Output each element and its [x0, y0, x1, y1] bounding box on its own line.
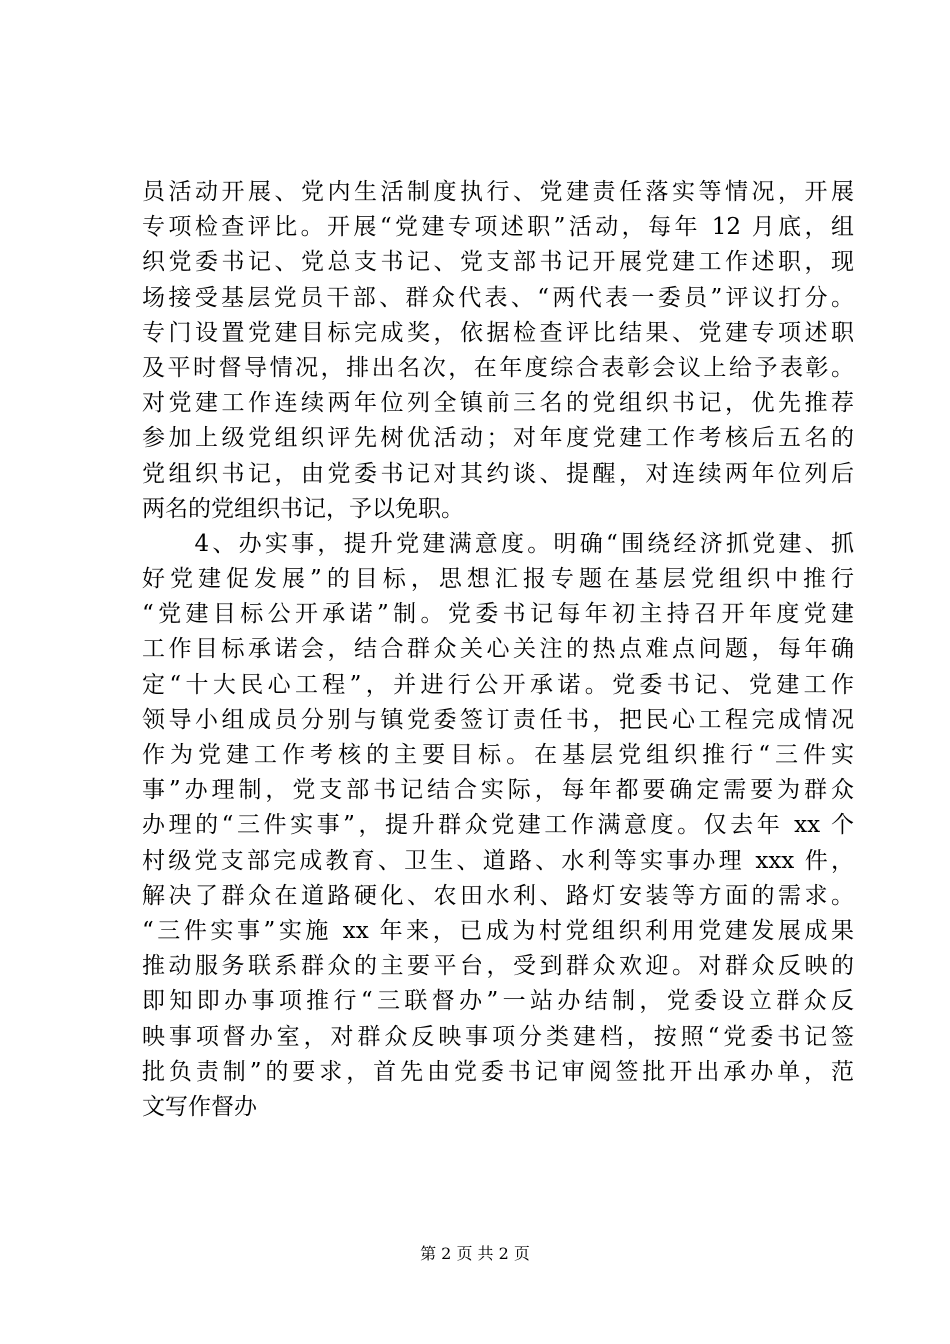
text-line: 办理的“三件实事”，提升群众党建工作满意度。仅去年 xx 个 — [142, 812, 854, 839]
text-line: 4、办实事，提升党建满意度。明确“围绕经济抓党建、抓 — [142, 530, 854, 557]
text-line: 事”办理制，党支部书记结合实际，每年都要确定需要为群众 — [142, 777, 854, 804]
text-line: 织党委书记、党总支书记、党支部书记开展党建工作述职，现 — [142, 249, 854, 276]
text-line: 参加上级党组织评先树优活动；对年度党建工作考核后五名的 — [142, 425, 854, 452]
text-line: 专门设置党建目标完成奖，依据检查评比结果、党建专项述职 — [142, 319, 854, 346]
text-line: 作为党建工作考核的主要目标。在基层党组织推行“三件实 — [142, 742, 854, 768]
text-line: 映事项督办室，对群众反映事项分类建档，按照“党委书记签 — [142, 1023, 854, 1050]
text-line: 专项检查评比。开展“党建专项述职”活动，每年 12 月底，组 — [142, 214, 854, 241]
text-line: 对党建工作连续两年位列全镇前三名的党组织书记，优先推荐 — [142, 390, 854, 417]
text-line: 工作目标承诺会，结合群众关心关注的热点难点问题，每年确 — [142, 636, 854, 663]
text-line: 推动服务联系群众的主要平台，受到群众欢迎。对群众反映的 — [142, 953, 854, 980]
text-line: “三件实事”实施 xx 年来，已成为村党组织利用党建发展成果 — [142, 917, 854, 944]
text-line: 定“十大民心工程”，并进行公开承诺。党委书记、党建工作 — [142, 671, 854, 698]
text-line: 及平时督导情况，排出名次，在年度综合表彰会议上给予表彰。 — [142, 354, 854, 381]
text-line: 解决了群众在道路硬化、农田水利、路灯安装等方面的需求。 — [142, 882, 854, 909]
text-line: 即知即办事项推行“三联督办”一站办结制，党委设立群众反 — [142, 988, 854, 1015]
paragraph-2 — [142, 527, 854, 1125]
text-line: 员活动开展、党内生活制度执行、党建责任落实等情况，开展 — [142, 179, 854, 205]
document-body — [142, 175, 854, 1125]
text-line: “党建目标公开承诺”制。党委书记每年初主持召开年度党建 — [142, 601, 854, 628]
text-line: 两名的党组织书记，予以免职。 — [142, 495, 464, 522]
text-line: 村级党支部完成教育、卫生、道路、水利等实事办理 xxx 件， — [142, 847, 854, 874]
text-line: 场接受基层党员干部、群众代表、“两代表一委员”评议打分。 — [142, 284, 854, 311]
text-line: 文写作督办 — [142, 1093, 257, 1120]
text-line: 党组织书记，由党委书记对其约谈、提醒，对连续两年位列后 — [142, 460, 854, 487]
text-line: 好党建促发展”的目标，思想汇报专题在基层党组织中推行 — [142, 566, 854, 593]
text-line: 批负责制”的要求，首先由党委书记审阅签批开出承办单，范 — [142, 1058, 854, 1085]
paragraph-1 — [142, 175, 854, 527]
text-line: 领导小组成员分别与镇党委签订责任书，把民心工程完成情况 — [142, 706, 854, 733]
page-number-footer: 第 2 页 共 2 页 — [420, 1244, 530, 1263]
